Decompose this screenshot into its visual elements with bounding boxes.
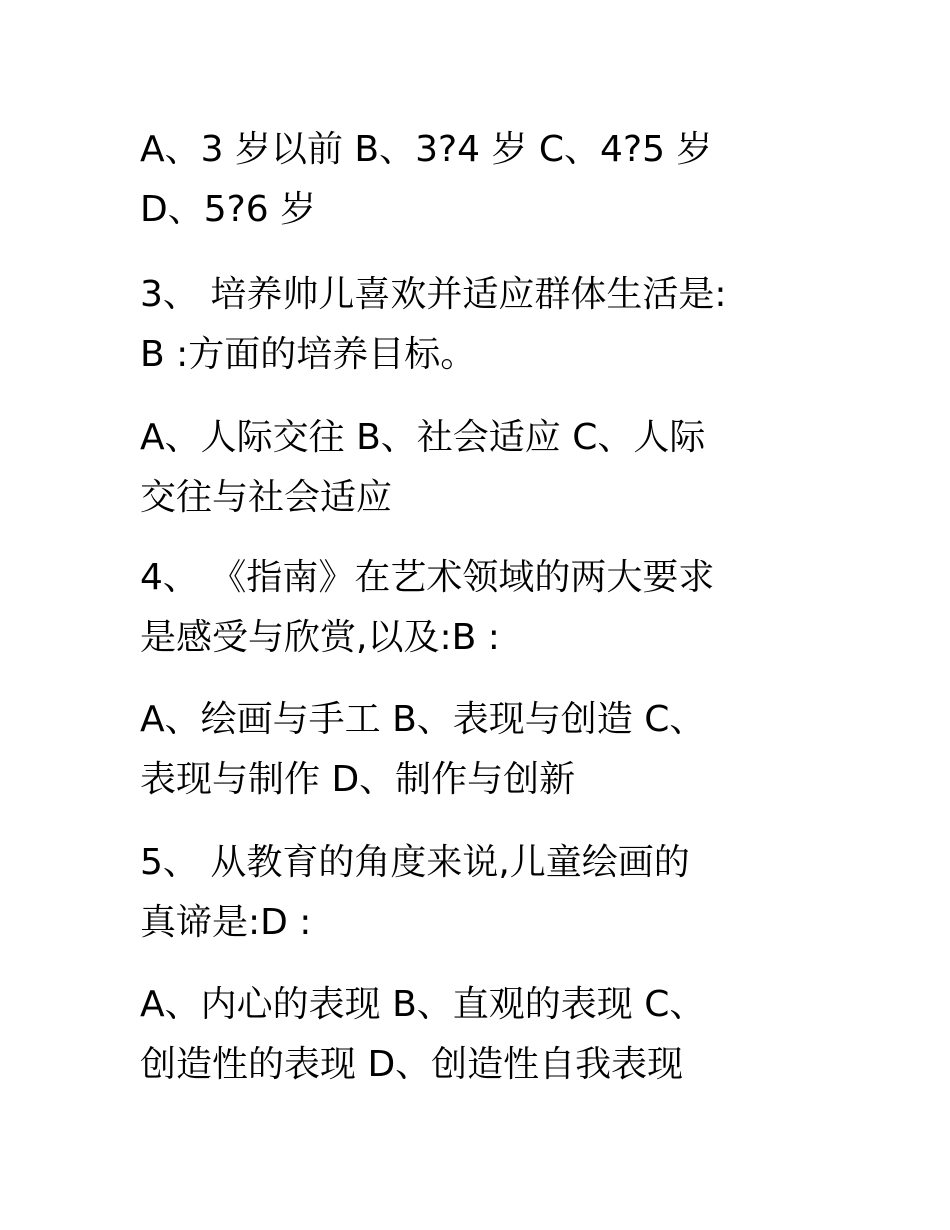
text-line: 5、 从教育的角度来说,儿童绘画的 [140,842,690,883]
text-line: 4、 《指南》在艺术领域的两大要求 [140,557,715,598]
text-line: 是感受与欣赏,以及:B : [140,617,500,658]
answer-options-q2 [140,120,830,240]
answer-options-q3 [140,408,830,528]
text-line: A、人际交往 B、社会适应 C、人际 [140,417,706,458]
text-line: 创造性的表现 D、创造性自我表现 [140,1044,684,1085]
text-line: D、5?6 岁 [140,189,317,230]
question-3 [140,265,830,385]
text-line: A、绘画与手工 B、表现与创造 C、 [140,699,706,740]
text-line: 3、 培养帅儿喜欢并适应群体生活是: [140,274,727,315]
text-line: 交往与社会适应 [140,477,393,518]
question-5 [140,833,830,953]
text-line: 表现与制作 D、制作与创新 [140,759,576,800]
text-line: A、内心的表现 B、直观的表现 C、 [140,984,706,1025]
question-4 [140,548,830,668]
answer-options-q4 [140,690,830,810]
text-line: A、3 岁以前 B、3?4 岁 C、4?5 岁 [140,129,713,170]
text-line: B :方面的培养目标。 [140,334,477,375]
answer-options-q5 [140,975,830,1095]
text-line: 真谛是:D : [140,902,312,943]
